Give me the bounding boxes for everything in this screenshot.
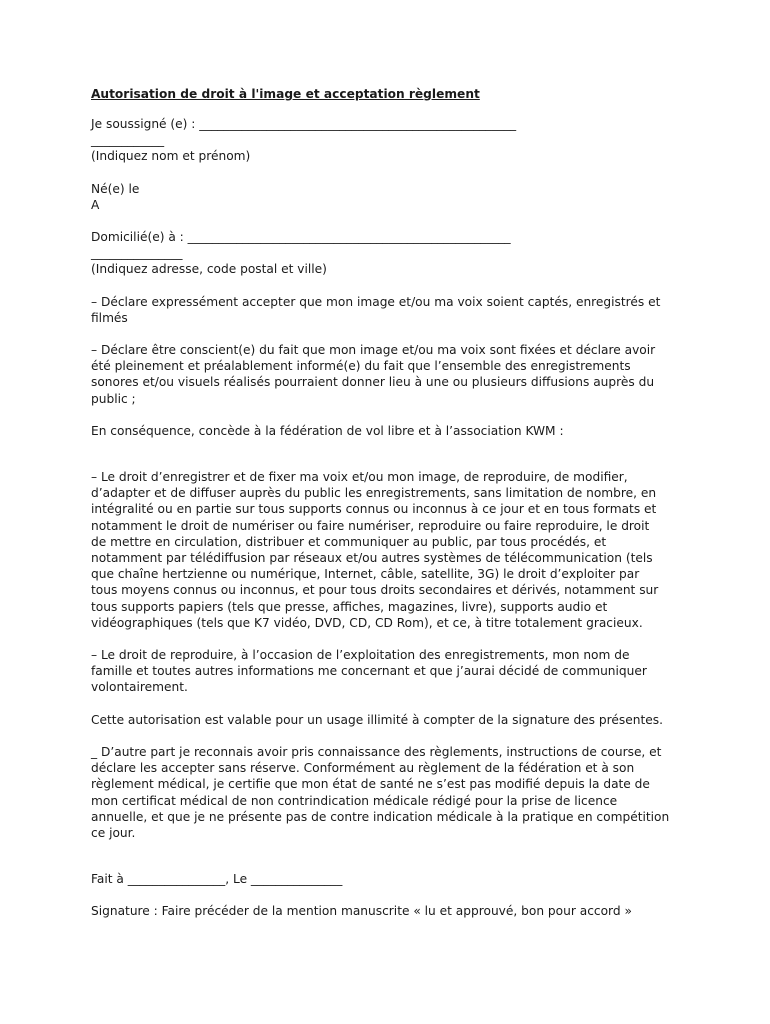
address-hint: (Indiquez adresse, code postal et ville) <box>91 262 327 277</box>
name-line: Je soussigné (e) : ____________________________________________________ ____________ <box>91 117 517 148</box>
signature-line: Signature : Faire précéder de la mention manuscrite « lu et approuvé, bon pour accord » <box>91 904 632 919</box>
address-line: Domicilié(e) à : _____________________________________________________ _______________ <box>91 230 511 261</box>
born-line: Né(e) le A <box>91 181 140 212</box>
right-name-reproduction: – Le droit de reproduire, à l’occasion de l’exploitation des enregistrements, mon nom de famille et toutes autres informations me concernant et que j’aurai décidé de communiquer volontairement. <box>91 648 647 695</box>
clause-capture: – Déclare expressément accepter que mon image et/ou ma voix soient captés, enregistrés et filmés <box>91 294 661 325</box>
rules-paragraph: _ D’autre part je reconnais avoir pris connaissance des règlements, instructions de course, et déclare les accepter sans réserve. Conformément au règlement de la fédération et à son règlement médical, je certifie que mon état de santé ne s’est pas modifié depuis la date de mon certificat médical de non contrindication médicale rédigé pour la prise de licence annuelle, et que je ne présente pas de contre indication médicale à la pratique en compétition ce jour. <box>91 744 670 840</box>
validity-paragraph: Cette autorisation est valable pour un usage illimité à compter de la signature des présentes. <box>91 712 663 727</box>
name-hint: (Indiquez nom et prénom) <box>91 149 251 164</box>
clause-awareness: – Déclare être conscient(e) du fait que mon image et/ou ma voix sont fixées et déclare avoir été pleinement et préalablement informé(e) du fait que l’ensemble des enregistrements sonores et/ou visuels réalisés pourraient donner lieu à une ou plusieurs diffusions auprès du public ; <box>91 343 656 406</box>
consequence-paragraph: En conséquence, concède à la fédération de vol libre et à l’association KWM : <box>91 423 564 438</box>
document-title: Autorisation de droit à l'image et acceptation règlement <box>91 87 480 101</box>
place-date-line: Fait à ________________, Le _______________ <box>91 872 343 887</box>
right-recording: – Le droit d’enregistrer et de fixer ma voix et/ou mon image, de reproduire, de modifier, d’adapter et de diffuser auprès du public les enregistrements, sans limitation de nombre, en intégralité ou en partie sur tous supports connus ou inconnus à ce jour et en tous formats et notamment le droit de numériser ou faire numériser, reproduire ou faire reproduire, le droit de mettre en circulation, distribuer et communiquer au public, par tous procédés, et notamment par télédiffusion par réseaux et/ou autres systèmes de télécommunication (tels que chaîne hertzienne ou numérique, Internet, câble, satellite, 3G) le droit d’exploiter par tous moyens connus ou inconnus, et pour tous droits secondaires et dérivés, notamment sur tous supports papiers (tels que presse, affiches, magazines, livre), supports audio et vidéographiques (tels que K7 vidéo, DVD, CD, CD Rom), et ce, à titre totalement gracieux. <box>91 470 659 630</box>
